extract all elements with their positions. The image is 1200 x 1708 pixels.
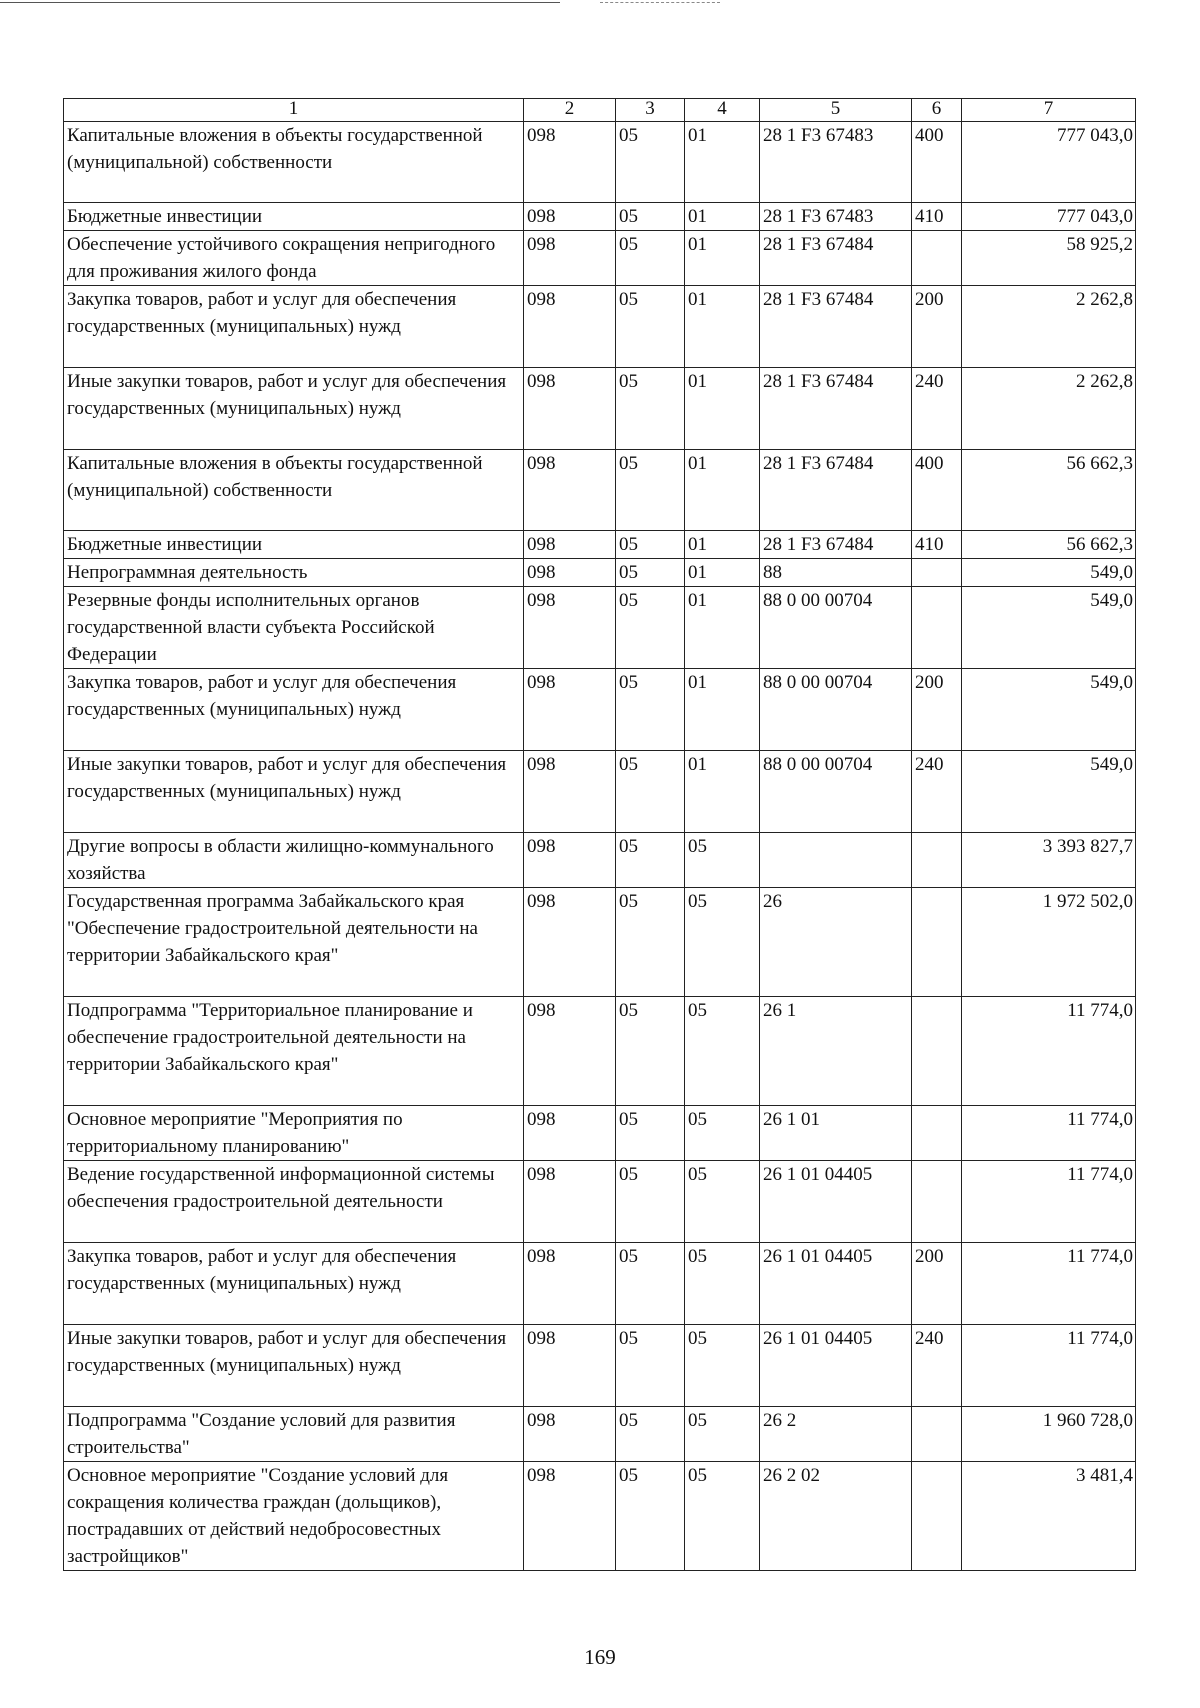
table-row xyxy=(64,669,1136,751)
row-amount: 56 662,3 xyxy=(962,450,1136,531)
row-section-code: 05 xyxy=(616,1462,685,1571)
row-section-code: 05 xyxy=(616,1161,685,1243)
row-name: Бюджетные инвестиции xyxy=(64,203,524,231)
row-section-code: 05 xyxy=(616,450,685,531)
row-expense-type xyxy=(912,833,962,888)
row-section-code: 05 xyxy=(616,669,685,751)
table-row xyxy=(64,1106,1136,1161)
row-target-code: 28 1 F3 67484 xyxy=(760,531,912,559)
row-name: Подпрограмма "Территориальное планирование и обеспечение градостроительной деятельности на территории Забайкальского края" xyxy=(64,997,524,1106)
table-row xyxy=(64,531,1136,559)
row-target-code: 88 0 00 00704 xyxy=(760,669,912,751)
row-subsection-code: 05 xyxy=(685,1106,760,1161)
row-expense-type: 240 xyxy=(912,368,962,450)
row-target-code: 26 1 xyxy=(760,997,912,1106)
row-expense-type xyxy=(912,587,962,669)
row-subsection-code: 01 xyxy=(685,751,760,833)
row-subsection-code: 05 xyxy=(685,1462,760,1571)
row-ministry-code: 098 xyxy=(524,231,616,286)
row-section-code: 05 xyxy=(616,122,685,203)
row-section-code: 05 xyxy=(616,559,685,587)
row-ministry-code: 098 xyxy=(524,1462,616,1571)
row-ministry-code: 098 xyxy=(524,1325,616,1407)
row-section-code: 05 xyxy=(616,531,685,559)
row-amount: 2 262,8 xyxy=(962,368,1136,450)
table-row xyxy=(64,1243,1136,1325)
row-ministry-code: 098 xyxy=(524,1161,616,1243)
row-ministry-code: 098 xyxy=(524,751,616,833)
row-ministry-code: 098 xyxy=(524,997,616,1106)
row-amount: 58 925,2 xyxy=(962,231,1136,286)
row-section-code: 05 xyxy=(616,231,685,286)
row-name: Обеспечение устойчивого сокращения непригодного для проживания жилого фонда xyxy=(64,231,524,286)
row-amount: 549,0 xyxy=(962,559,1136,587)
row-subsection-code: 01 xyxy=(685,231,760,286)
page-number: 169 xyxy=(584,1645,616,1669)
row-name: Непрограммная деятельность xyxy=(64,559,524,587)
row-expense-type xyxy=(912,1462,962,1571)
row-expense-type xyxy=(912,559,962,587)
row-section-code: 05 xyxy=(616,1407,685,1462)
row-subsection-code: 05 xyxy=(685,833,760,888)
table-row xyxy=(64,450,1136,531)
row-subsection-code: 05 xyxy=(685,1161,760,1243)
row-name: Закупка товаров, работ и услуг для обеспечения государственных (муниципальных) нужд xyxy=(64,1243,524,1325)
row-expense-type: 240 xyxy=(912,751,962,833)
row-section-code: 05 xyxy=(616,888,685,997)
row-ministry-code: 098 xyxy=(524,559,616,587)
row-subsection-code: 05 xyxy=(685,888,760,997)
row-amount: 11 774,0 xyxy=(962,997,1136,1106)
row-name: Резервные фонды исполнительных органов государственной власти субъекта Российской Федерации xyxy=(64,587,524,669)
table-row xyxy=(64,587,1136,669)
row-amount: 777 043,0 xyxy=(962,203,1136,231)
row-amount: 549,0 xyxy=(962,669,1136,751)
row-subsection-code: 05 xyxy=(685,1407,760,1462)
row-ministry-code: 098 xyxy=(524,1243,616,1325)
row-name: Закупка товаров, работ и услуг для обеспечения государственных (муниципальных) нужд xyxy=(64,669,524,751)
row-amount: 1 960 728,0 xyxy=(962,1407,1136,1462)
row-target-code xyxy=(760,833,912,888)
row-amount: 11 774,0 xyxy=(962,1243,1136,1325)
row-name: Иные закупки товаров, работ и услуг для обеспечения государственных (муниципальных) нужд xyxy=(64,368,524,450)
row-expense-type: 200 xyxy=(912,1243,962,1325)
table-row xyxy=(64,231,1136,286)
row-target-code: 26 1 01 04405 xyxy=(760,1325,912,1407)
row-expense-type xyxy=(912,1161,962,1243)
row-target-code: 28 1 F3 67484 xyxy=(760,450,912,531)
row-ministry-code: 098 xyxy=(524,286,616,368)
top-border-dashes xyxy=(600,2,720,3)
table-row xyxy=(64,122,1136,203)
row-subsection-code: 01 xyxy=(685,531,760,559)
table-row xyxy=(64,1325,1136,1407)
budget-table xyxy=(63,98,1136,1571)
row-subsection-code: 01 xyxy=(685,450,760,531)
table-header-row xyxy=(64,99,1136,122)
row-target-code: 26 2 02 xyxy=(760,1462,912,1571)
row-expense-type: 240 xyxy=(912,1325,962,1407)
row-section-code: 05 xyxy=(616,751,685,833)
row-subsection-code: 01 xyxy=(685,669,760,751)
row-ministry-code: 098 xyxy=(524,450,616,531)
row-ministry-code: 098 xyxy=(524,587,616,669)
row-subsection-code: 05 xyxy=(685,1325,760,1407)
row-expense-type: 400 xyxy=(912,122,962,203)
row-name: Капитальные вложения в объекты государственной (муниципальной) собственности xyxy=(64,450,524,531)
row-section-code: 05 xyxy=(616,1243,685,1325)
row-target-code: 28 1 F3 67484 xyxy=(760,286,912,368)
row-expense-type: 200 xyxy=(912,669,962,751)
row-target-code: 88 0 00 00704 xyxy=(760,587,912,669)
table-row xyxy=(64,888,1136,997)
row-amount: 56 662,3 xyxy=(962,531,1136,559)
table-row xyxy=(64,286,1136,368)
table-row xyxy=(64,751,1136,833)
row-target-code: 26 1 01 04405 xyxy=(760,1161,912,1243)
top-border-line xyxy=(0,2,560,3)
row-subsection-code: 01 xyxy=(685,559,760,587)
row-name: Капитальные вложения в объекты государственной (муниципальной) собственности xyxy=(64,122,524,203)
row-expense-type xyxy=(912,1407,962,1462)
row-name: Государственная программа Забайкальского края "Обеспечение градостроительной деятельности на территории Забайкальского края" xyxy=(64,888,524,997)
row-ministry-code: 098 xyxy=(524,203,616,231)
row-target-code: 26 1 01 04405 xyxy=(760,1243,912,1325)
row-target-code: 28 1 F3 67483 xyxy=(760,122,912,203)
row-target-code: 28 1 F3 67484 xyxy=(760,231,912,286)
row-expense-type: 410 xyxy=(912,203,962,231)
row-ministry-code: 098 xyxy=(524,888,616,997)
row-name: Закупка товаров, работ и услуг для обеспечения государственных (муниципальных) нужд xyxy=(64,286,524,368)
row-amount: 11 774,0 xyxy=(962,1106,1136,1161)
row-amount: 3 481,4 xyxy=(962,1462,1136,1571)
row-subsection-code: 01 xyxy=(685,122,760,203)
row-subsection-code: 05 xyxy=(685,1243,760,1325)
row-target-code: 26 xyxy=(760,888,912,997)
row-ministry-code: 098 xyxy=(524,833,616,888)
row-name: Другие вопросы в области жилищно-коммунального хозяйства xyxy=(64,833,524,888)
column-header: 4 xyxy=(685,99,760,122)
table-row xyxy=(64,559,1136,587)
row-ministry-code: 098 xyxy=(524,1407,616,1462)
row-target-code: 88 0 00 00704 xyxy=(760,751,912,833)
row-section-code: 05 xyxy=(616,833,685,888)
row-amount: 1 972 502,0 xyxy=(962,888,1136,997)
row-name: Основное мероприятие "Мероприятия по территориальному планированию" xyxy=(64,1106,524,1161)
row-ministry-code: 098 xyxy=(524,122,616,203)
row-amount: 11 774,0 xyxy=(962,1325,1136,1407)
row-ministry-code: 098 xyxy=(524,1106,616,1161)
table-row xyxy=(64,1462,1136,1571)
row-name: Основное мероприятие "Создание условий для сокращения количества граждан (дольщиков), пострадавших от действий недобросовестных застройщиков" xyxy=(64,1462,524,1571)
row-expense-type xyxy=(912,888,962,997)
table-row xyxy=(64,1407,1136,1462)
row-expense-type: 410 xyxy=(912,531,962,559)
row-amount: 549,0 xyxy=(962,587,1136,669)
row-amount: 2 262,8 xyxy=(962,286,1136,368)
row-name: Ведение государственной информационной системы обеспечения градостроительной деятельности xyxy=(64,1161,524,1243)
table-row xyxy=(64,368,1136,450)
row-subsection-code: 01 xyxy=(685,368,760,450)
row-section-code: 05 xyxy=(616,368,685,450)
row-name: Бюджетные инвестиции xyxy=(64,531,524,559)
row-name: Иные закупки товаров, работ и услуг для обеспечения государственных (муниципальных) нужд xyxy=(64,751,524,833)
table-row xyxy=(64,1161,1136,1243)
column-header: 1 xyxy=(64,99,524,122)
column-header: 3 xyxy=(616,99,685,122)
column-header: 5 xyxy=(760,99,912,122)
row-section-code: 05 xyxy=(616,203,685,231)
row-name: Подпрограмма "Создание условий для развития строительства" xyxy=(64,1407,524,1462)
row-amount: 549,0 xyxy=(962,751,1136,833)
column-header: 6 xyxy=(912,99,962,122)
row-expense-type: 200 xyxy=(912,286,962,368)
row-ministry-code: 098 xyxy=(524,531,616,559)
table-row xyxy=(64,203,1136,231)
row-target-code: 26 1 01 xyxy=(760,1106,912,1161)
column-header: 7 xyxy=(962,99,1136,122)
row-section-code: 05 xyxy=(616,997,685,1106)
row-target-code: 28 1 F3 67484 xyxy=(760,368,912,450)
row-section-code: 05 xyxy=(616,587,685,669)
row-ministry-code: 098 xyxy=(524,368,616,450)
row-target-code: 28 1 F3 67483 xyxy=(760,203,912,231)
row-subsection-code: 01 xyxy=(685,587,760,669)
row-expense-type xyxy=(912,997,962,1106)
column-header: 2 xyxy=(524,99,616,122)
row-section-code: 05 xyxy=(616,1106,685,1161)
row-subsection-code: 01 xyxy=(685,203,760,231)
table-row xyxy=(64,997,1136,1106)
row-name: Иные закупки товаров, работ и услуг для обеспечения государственных (муниципальных) нужд xyxy=(64,1325,524,1407)
row-section-code: 05 xyxy=(616,1325,685,1407)
row-expense-type xyxy=(912,231,962,286)
row-expense-type: 400 xyxy=(912,450,962,531)
row-amount: 777 043,0 xyxy=(962,122,1136,203)
row-amount: 3 393 827,7 xyxy=(962,833,1136,888)
row-subsection-code: 05 xyxy=(685,997,760,1106)
row-expense-type xyxy=(912,1106,962,1161)
row-amount: 11 774,0 xyxy=(962,1161,1136,1243)
row-target-code: 26 2 xyxy=(760,1407,912,1462)
row-target-code: 88 xyxy=(760,559,912,587)
table-row xyxy=(64,833,1136,888)
row-ministry-code: 098 xyxy=(524,669,616,751)
row-section-code: 05 xyxy=(616,286,685,368)
row-subsection-code: 01 xyxy=(685,286,760,368)
